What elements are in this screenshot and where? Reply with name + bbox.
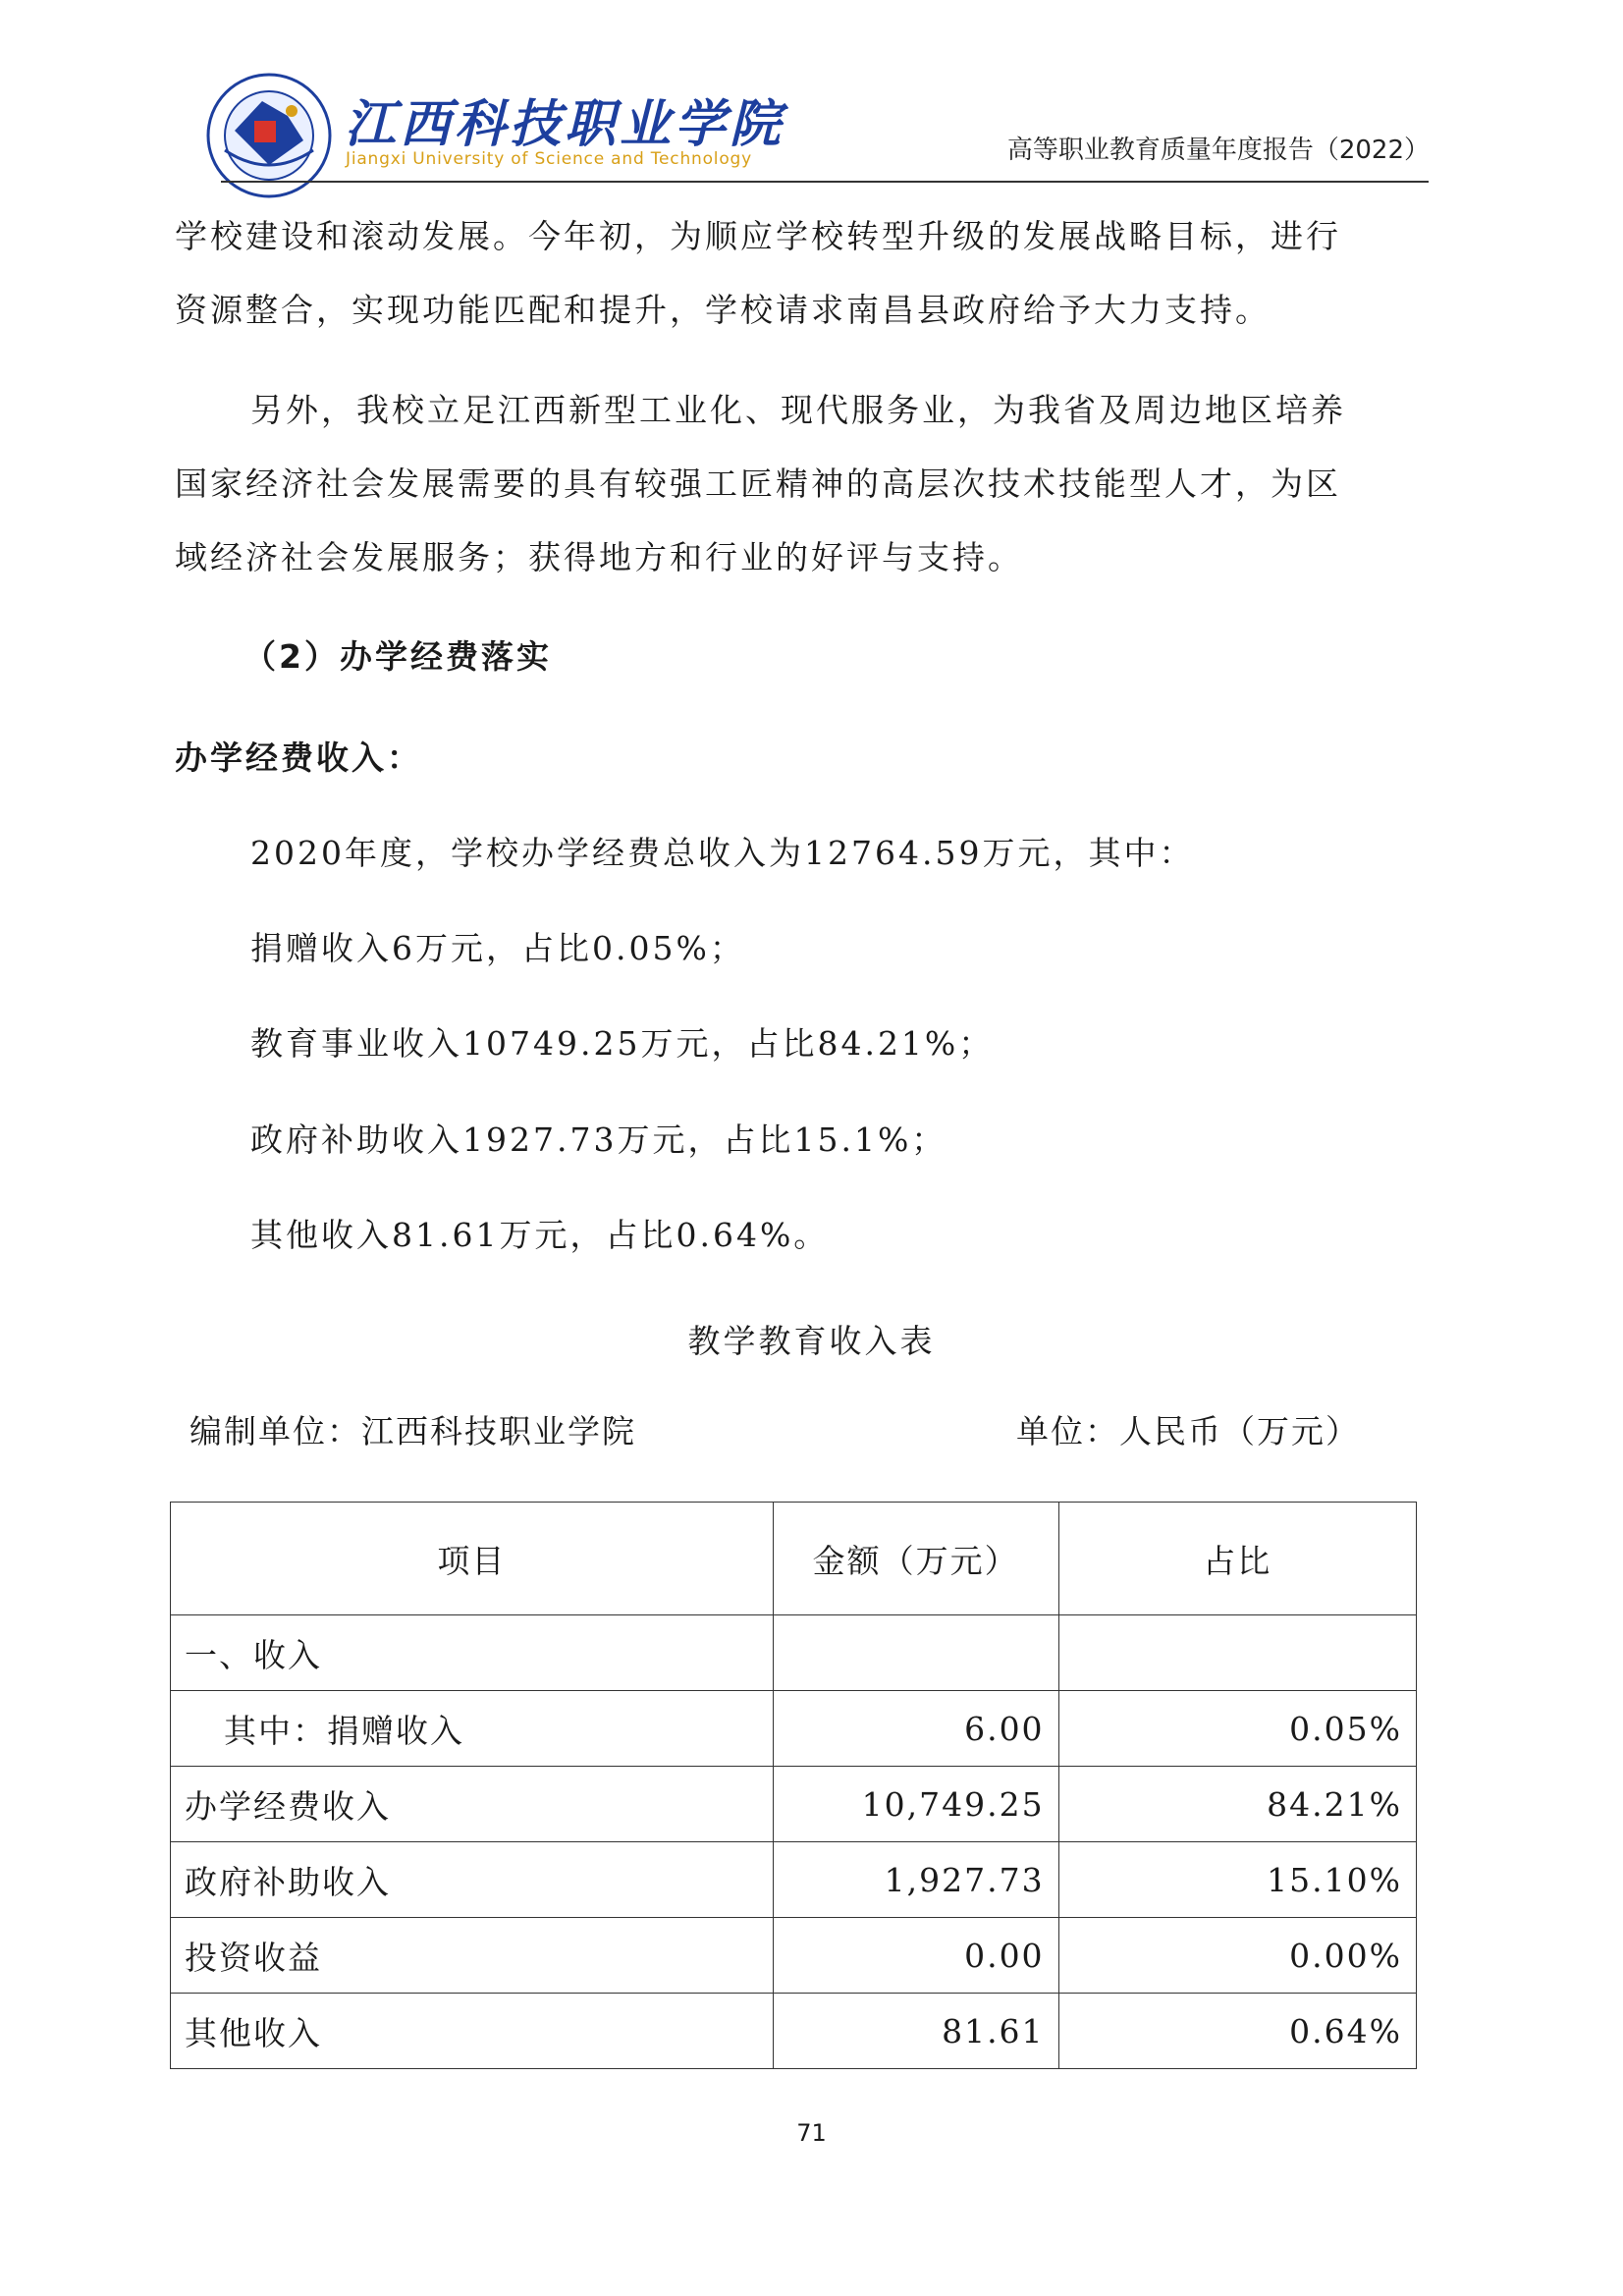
row-ratio: [1058, 1615, 1416, 1691]
section-heading: （2）办学经费落实: [243, 637, 552, 676]
row-item: 其他收入: [171, 1994, 774, 2069]
income-item: 政府补助收入1927.73万元，占比15.1%；: [250, 1121, 947, 1159]
row-ratio: 0.05%: [1058, 1691, 1416, 1767]
income-item: 其他收入81.61万元，占比0.64%。: [250, 1216, 830, 1254]
row-ratio: 0.00%: [1058, 1918, 1416, 1994]
income-item: 教育事业收入10749.25万元，占比84.21%；: [250, 1024, 995, 1063]
paragraph-line: 域经济社会发展服务；获得地方和行业的好评与支持。: [175, 538, 1023, 576]
income-item: 捐赠收入6万元，占比0.05%；: [250, 929, 745, 967]
column-header-ratio: 占比: [1058, 1503, 1416, 1615]
logo-chinese-name: 江西科技职业学院: [345, 94, 785, 154]
row-item: 投资收益: [171, 1918, 774, 1994]
paragraph-line: 学校建设和滚动发展。今年初，为顺应学校转型升级的发展战略目标，进行: [175, 217, 1341, 255]
row-item: 一、收入: [171, 1615, 774, 1691]
row-ratio: 0.64%: [1058, 1994, 1416, 2069]
row-ratio: 84.21%: [1058, 1767, 1416, 1842]
table-row: [171, 1615, 1417, 1691]
paragraph-line: 国家经济社会发展需要的具有较强工匠精神的高层次技术技能型人才，为区: [175, 465, 1341, 503]
table-row: [171, 1767, 1417, 1842]
row-amount: 81.61: [773, 1994, 1058, 2069]
report-title: 高等职业教育质量年度报告（2022）: [1006, 136, 1430, 165]
table-row: [171, 1691, 1417, 1767]
table-row: [171, 1918, 1417, 1994]
row-amount: 0.00: [773, 1918, 1058, 1994]
table-header-row: [171, 1503, 1417, 1615]
header-divider: [221, 181, 1429, 183]
table-row: [171, 1842, 1417, 1918]
subheading: 办学经费收入：: [175, 738, 422, 777]
table-title: 教学教育收入表: [687, 1322, 936, 1360]
row-item: 政府补助收入: [171, 1842, 774, 1918]
paragraph-line: 资源整合，实现功能匹配和提升，学校请求南昌县政府给予大力支持。: [175, 291, 1271, 329]
row-amount: [773, 1615, 1058, 1691]
currency-unit: 单位：人民币（万元）: [1016, 1412, 1360, 1450]
row-amount: 1,927.73: [773, 1842, 1058, 1918]
table-row: [171, 1994, 1417, 2069]
row-amount: 6.00: [773, 1691, 1058, 1767]
row-item: 其中：捐赠收入: [171, 1691, 774, 1767]
column-header-item: 项目: [171, 1503, 774, 1615]
page-number: 71: [796, 2119, 827, 2147]
logo-english-name: Jiangxi University of Science and Technology: [346, 149, 752, 169]
column-header-amount: 金额（万元）: [773, 1503, 1058, 1615]
row-ratio: 15.10%: [1058, 1842, 1416, 1918]
compiling-unit: 编制单位：江西科技职业学院: [189, 1412, 636, 1450]
row-item: 办学经费收入: [171, 1767, 774, 1842]
row-amount: 10,749.25: [773, 1767, 1058, 1842]
income-summary: 2020年度，学校办学经费总收入为12764.59万元，其中：: [250, 834, 1195, 872]
paragraph-line: 另外，我校立足江西新型工业化、现代服务业，为我省及周边地区培养: [250, 391, 1346, 429]
income-table: [170, 1502, 1417, 2069]
page-header: [202, 59, 1430, 187]
